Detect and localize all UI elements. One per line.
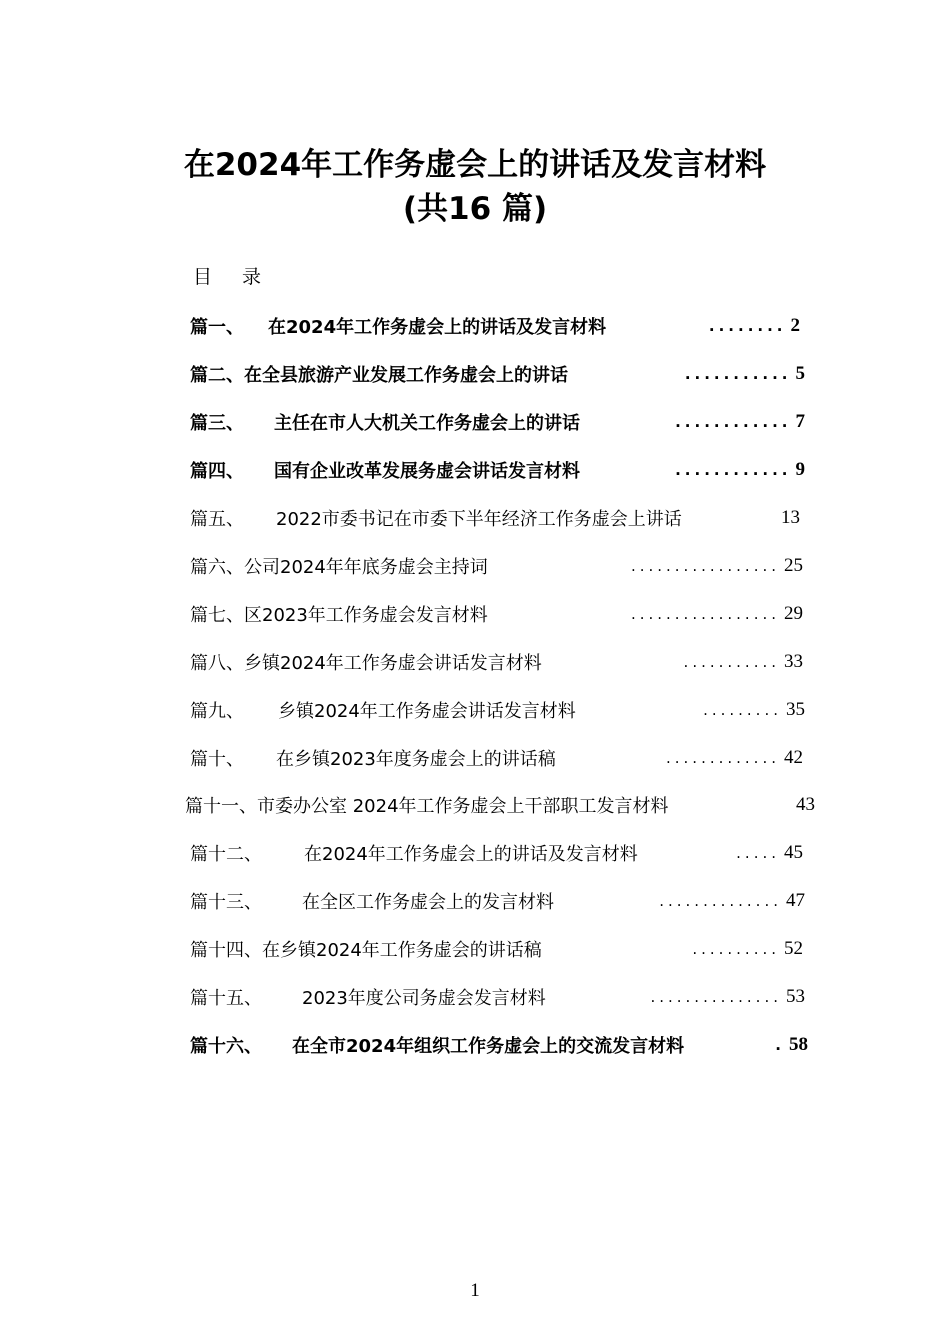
toc-entry-title: 在全县旅游产业发展工作务虚会上的讲话 <box>244 365 568 386</box>
toc-entry[interactable] <box>190 407 805 437</box>
toc-entry-title: 在2024年工作务虚会上的讲话及发言材料 <box>304 844 638 865</box>
toc-entry-label: 篇三、 <box>190 413 244 434</box>
toc-entry-label: 篇七、 <box>190 605 244 626</box>
document-title-line-1: 在2024年工作务虚会上的讲话及发言材料 <box>183 147 767 183</box>
toc-dot-leader: ................. <box>630 605 780 623</box>
toc-entry-label: 篇十五、 <box>190 988 262 1009</box>
toc-dot-leader: .............. <box>659 892 782 910</box>
toc-entry-label: 篇十六、 <box>190 1036 262 1057</box>
toc-entry[interactable] <box>190 1030 808 1060</box>
toc-entry[interactable] <box>190 982 805 1012</box>
toc-entry-label: 篇九、 <box>190 701 244 722</box>
toc-entry-label: 篇八、 <box>190 653 244 674</box>
toc-entry-page-number: 33 <box>784 651 803 672</box>
toc-entry[interactable] <box>190 695 805 725</box>
toc-dot-leader: ..... <box>736 844 780 862</box>
toc-entry[interactable] <box>190 455 805 485</box>
toc-dot-leader: ......... <box>703 701 782 719</box>
toc-entry[interactable] <box>185 790 815 820</box>
document-title-line-2: (共16 篇) <box>402 191 548 227</box>
toc-dot-leader: ........ <box>708 317 787 335</box>
toc-entry-label: 篇二、 <box>190 365 244 386</box>
toc-entry-title: 在2024年工作务虚会上的讲话及发言材料 <box>268 317 607 338</box>
toc-entry-page-number: 5 <box>795 363 805 384</box>
toc-entry-title: 国有企业改革发展务虚会讲话发言材料 <box>274 461 580 482</box>
toc-entry[interactable] <box>190 503 800 533</box>
toc-entry-label: 篇一、 <box>190 317 244 338</box>
toc-heading: 目 录 <box>193 266 274 288</box>
toc-entry-label: 篇五、 <box>190 509 244 530</box>
toc-dot-leader: ............... <box>650 988 782 1006</box>
toc-entry-title: 在全市2024年组织工作务虚会上的交流发言材料 <box>292 1036 685 1057</box>
toc-dot-leader: ................. <box>630 557 780 575</box>
toc-dot-leader: ........... <box>684 365 792 383</box>
toc-entry[interactable] <box>190 886 805 916</box>
toc-entry[interactable] <box>190 647 803 677</box>
toc-entry-title: 公司2024年年底务虚会主持词 <box>244 557 488 578</box>
toc-entry-title: 在乡镇2023年度务虚会上的讲话稿 <box>276 749 556 770</box>
toc-entry[interactable] <box>190 934 803 964</box>
toc-dot-leader: ........... <box>683 653 780 671</box>
toc-entry[interactable] <box>190 599 803 629</box>
toc-entry-title: 乡镇2024年工作务虚会讲话发言材料 <box>244 653 542 674</box>
page-number: 1 <box>470 1280 480 1301</box>
toc-entry-label: 篇四、 <box>190 461 244 482</box>
toc-entry-page-number: 53 <box>786 986 805 1007</box>
toc-entry-page-number: 13 <box>781 507 800 528</box>
toc-entry-page-number: 25 <box>784 555 803 576</box>
toc-entry-page-number: 7 <box>795 411 805 432</box>
toc-entry-page-number: 47 <box>786 890 805 911</box>
toc-entry-label: 篇十二、 <box>190 844 262 865</box>
toc-dot-leader: .......... <box>692 940 780 958</box>
toc-entry-page-number: 52 <box>784 938 803 959</box>
toc-entry-page-number: 9 <box>795 459 805 480</box>
toc-entry-title: 2023年度公司务虚会发言材料 <box>302 988 546 1009</box>
toc-entry-page-number: 42 <box>784 747 803 768</box>
toc-entry-page-number: 43 <box>796 794 815 815</box>
toc-entry-page-number: 45 <box>784 842 803 863</box>
toc-entry-title: 2022市委书记在市委下半年经济工作务虚会上讲话 <box>276 509 682 530</box>
toc-entry-label: 篇十一、 <box>185 796 257 817</box>
toc-dot-leader: ............ <box>675 461 792 479</box>
toc-entry-label: 篇十四、 <box>190 940 262 961</box>
toc-entry-page-number: 29 <box>784 603 803 624</box>
toc-entry-title: 在乡镇2024年工作务虚会的讲话稿 <box>262 940 542 961</box>
toc-entry-page-number: 2 <box>790 315 800 336</box>
toc-entry-title: 市委办公室 2024年工作务虚会上干部职工发言材料 <box>257 796 669 817</box>
toc-dot-leader: ............ <box>675 413 792 431</box>
toc-entry-label: 篇六、 <box>190 557 244 578</box>
toc-dot-leader: . <box>775 1036 785 1054</box>
toc-entry[interactable] <box>190 551 803 581</box>
toc-entry-page-number: 35 <box>786 699 805 720</box>
toc-entry-label: 篇十、 <box>190 749 244 770</box>
toc-entry-page-number: 58 <box>789 1034 808 1055</box>
toc-entry-title: 在全区工作务虚会上的发言材料 <box>302 892 554 913</box>
toc-dot-leader: ............. <box>666 749 780 767</box>
toc-entry-title: 主任在市人大机关工作务虚会上的讲话 <box>274 413 580 434</box>
toc-entry[interactable] <box>190 743 803 773</box>
toc-entry-title: 乡镇2024年工作务虚会讲话发言材料 <box>278 701 576 722</box>
toc-entry[interactable] <box>190 838 803 868</box>
toc-entry-title: 区2023年工作务虚会发言材料 <box>244 605 488 626</box>
toc-entry[interactable] <box>190 359 805 389</box>
toc-entry[interactable] <box>190 311 800 341</box>
toc-entry-label: 篇十三、 <box>190 892 262 913</box>
